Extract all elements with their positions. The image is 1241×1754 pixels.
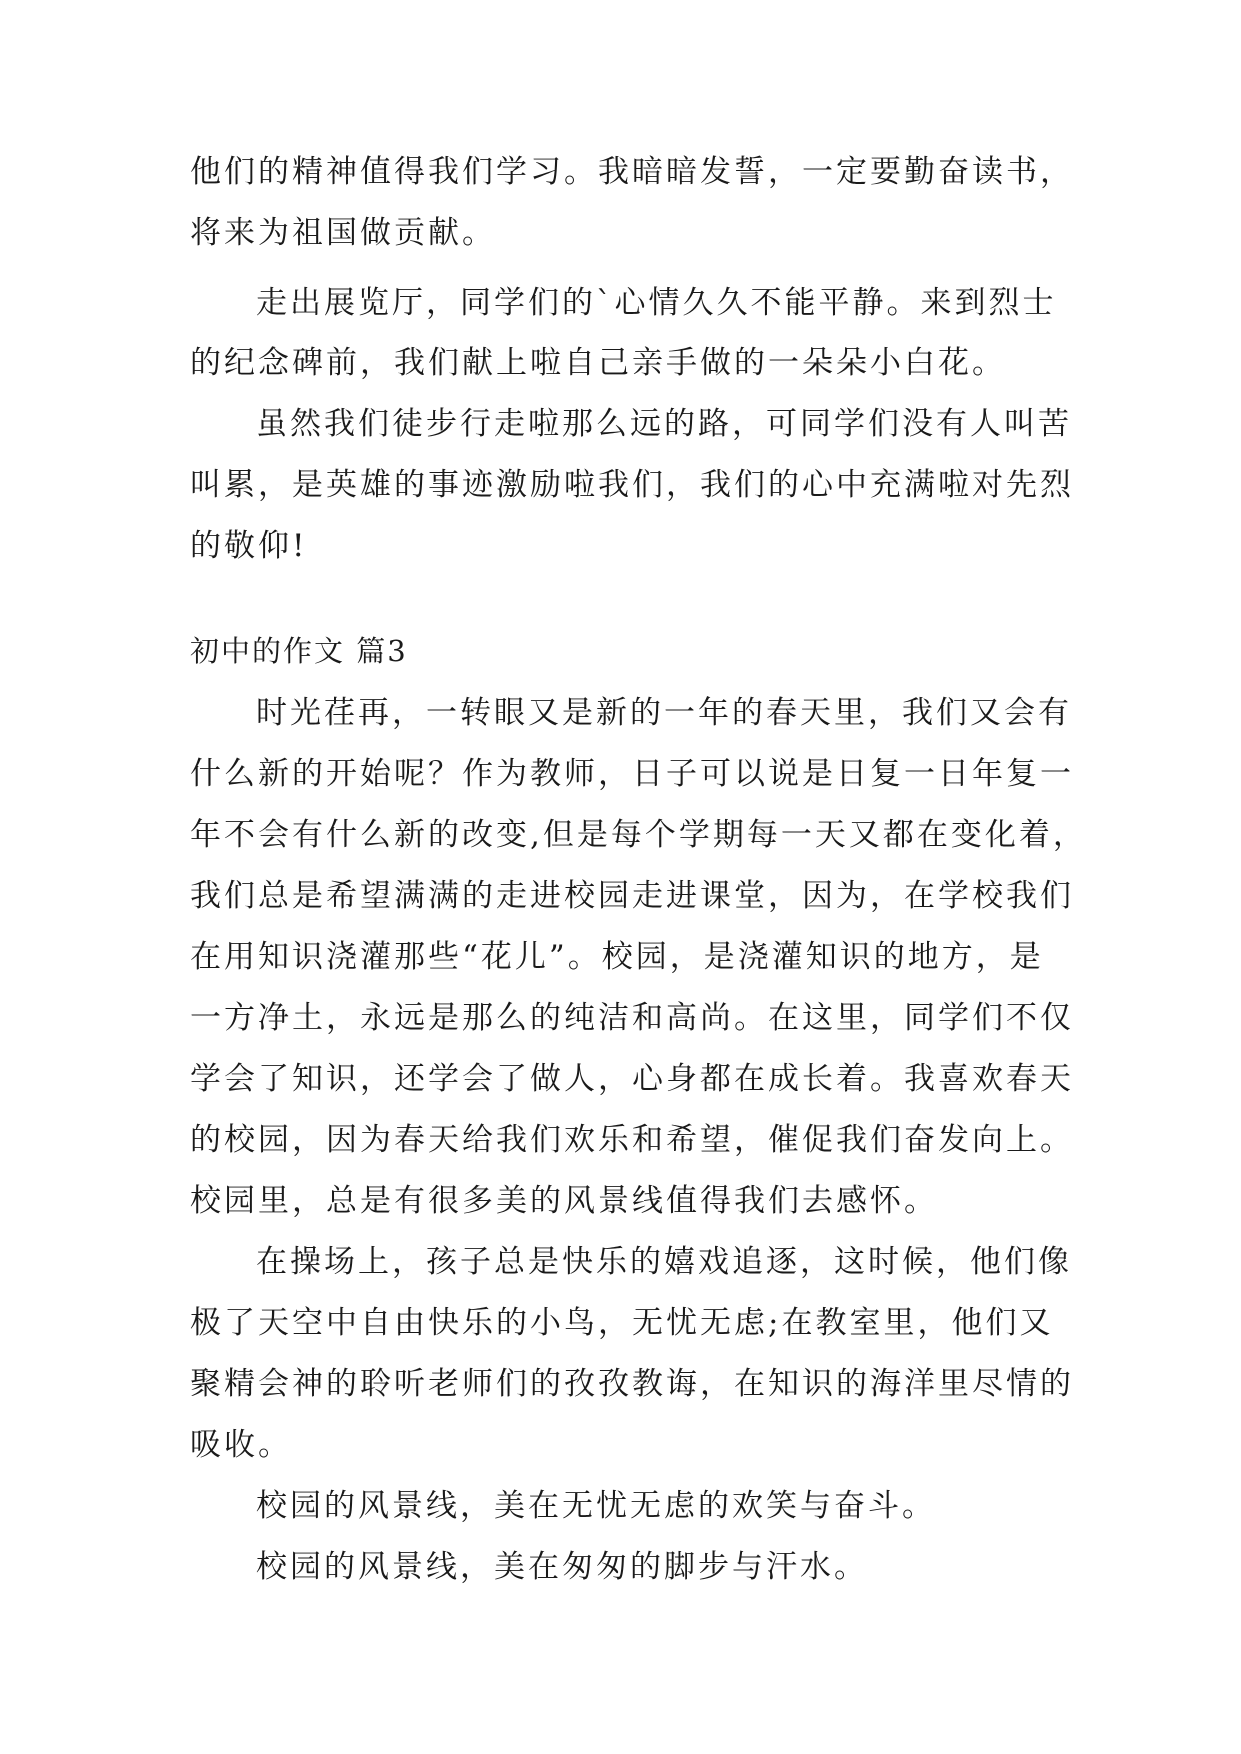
paragraph-line: 校园的风景线，美在匆匆的脚步与汗水。 <box>256 1549 868 1585</box>
paragraph-line: 学会了知识，还学会了做人，心身都在成长着。我喜欢春天 <box>190 1061 1074 1097</box>
paragraph-line: 叫累，是英雄的事迹激励啦我们，我们的心中充满啦对先烈 <box>190 467 1074 503</box>
paragraph-line: 的校园，因为春天给我们欢乐和希望，催促我们奋发向上。 <box>190 1122 1074 1158</box>
paragraph-line: 校园里，总是有很多美的风景线值得我们去感怀。 <box>190 1183 938 1219</box>
paragraph-line: 年不会有什么新的改变,但是每个学期每一天又都在变化着， <box>190 817 1087 853</box>
section-heading: 初中的作文 篇3 <box>190 634 408 668</box>
paragraph-line: 在用知识浇灌那些“花儿”。校园，是浇灌知识的地方，是 <box>190 939 1044 975</box>
paragraph-line: 我们总是希望满满的走进校园走进课堂，因为，在学校我们 <box>190 878 1074 914</box>
paragraph-line: 虽然我们徒步行走啦那么远的路，可同学们没有人叫苦 <box>256 406 1072 442</box>
paragraph-line: 将来为祖国做贡献。 <box>190 215 496 251</box>
paragraph-line: 他们的精神值得我们学习。我暗暗发誓，一定要勤奋读书， <box>190 154 1074 190</box>
paragraph-line: 时光荏再，一转眼又是新的一年的春天里，我们又会有 <box>256 695 1072 731</box>
paragraph-line: 的纪念碑前，我们献上啦自己亲手做的一朵朵小白花。 <box>190 345 1006 381</box>
paragraph-line: 什么新的开始呢？作为教师，日子可以说是日复一日年复一 <box>190 756 1074 792</box>
paragraph-line: 一方净土，永远是那么的纯洁和高尚。在这里，同学们不仅 <box>190 1000 1074 1036</box>
paragraph-line: 校园的风景线，美在无忧无虑的欢笑与奋斗。 <box>256 1488 936 1524</box>
paragraph-line: 走出展览厅，同学们的`心情久久不能平静。来到烈士 <box>256 285 1057 321</box>
paragraph-line: 吸收。 <box>190 1427 292 1463</box>
paragraph-line: 的敬仰! <box>190 528 308 564</box>
paragraph-line: 聚精会神的聆听老师们的孜孜教诲，在知识的海洋里尽情的 <box>190 1366 1074 1402</box>
paragraph-line: 极了天空中自由快乐的小鸟，无忧无虑;在教室里，他们又 <box>190 1305 1054 1341</box>
paragraph-line: 在操场上，孩子总是快乐的嬉戏追逐，这时候，他们像 <box>256 1244 1072 1280</box>
